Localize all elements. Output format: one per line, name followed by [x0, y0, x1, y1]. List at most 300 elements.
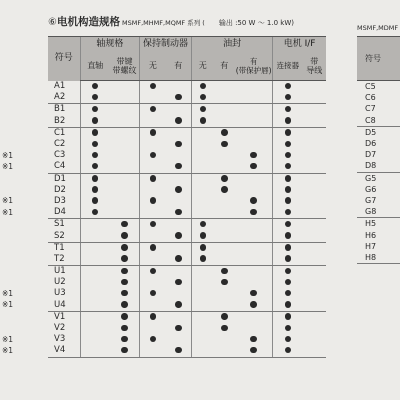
shaft-key-header: 带键 带螺纹	[110, 51, 140, 81]
filled-dot-icon	[150, 129, 157, 136]
filled-dot-icon	[285, 152, 292, 159]
filled-dot-icon	[285, 301, 292, 308]
filled-dot-icon	[200, 117, 207, 124]
table-cell	[140, 104, 166, 116]
right-table-row	[357, 103, 400, 114]
title-series: MSMF,MHMF,MQMF 系列 (	[119, 19, 205, 27]
header-row-1	[48, 37, 326, 52]
right-row-code: H6	[365, 230, 377, 240]
right-row-code: G6	[365, 184, 377, 194]
right-table-row	[357, 184, 400, 195]
table-cell	[302, 127, 326, 139]
row-note: ※1	[2, 335, 14, 344]
table-cell	[235, 207, 273, 219]
table-cell	[191, 127, 213, 139]
filled-dot-icon	[92, 152, 99, 159]
filled-dot-icon	[150, 221, 157, 228]
table-cell	[302, 277, 326, 288]
table-cell	[140, 150, 166, 161]
table-cell	[191, 161, 213, 173]
filled-dot-icon	[92, 129, 99, 136]
table-row	[48, 81, 326, 93]
filled-dot-icon	[121, 255, 128, 262]
table-row	[48, 196, 326, 207]
table-row	[48, 334, 326, 345]
right-table-row	[357, 92, 400, 103]
table-row	[48, 277, 326, 288]
table-cell	[273, 242, 303, 254]
table-cell	[140, 81, 166, 93]
right-row-code: D5	[365, 127, 377, 137]
table-row	[48, 173, 326, 185]
filled-dot-icon	[285, 94, 292, 101]
filled-dot-icon	[175, 301, 182, 308]
title-number: ⑥	[48, 17, 57, 28]
row-code: A1	[54, 80, 66, 91]
table-cell	[191, 185, 213, 196]
row-note: ※1	[2, 151, 14, 160]
filled-dot-icon	[285, 279, 292, 286]
table-cell	[214, 173, 236, 185]
table-cell	[235, 185, 273, 196]
table-cell	[235, 230, 273, 242]
filled-dot-icon	[175, 209, 182, 216]
table-cell	[191, 173, 213, 185]
table-cell	[166, 334, 192, 345]
table-cell	[80, 288, 110, 299]
motor-if-header: 电机 I/F	[273, 37, 326, 52]
row-code: V3	[54, 334, 66, 345]
table-cell	[80, 92, 110, 104]
table-cell	[110, 161, 140, 173]
right-table-row	[357, 229, 400, 240]
table-cell	[191, 254, 213, 266]
table-cell	[80, 161, 110, 173]
table-row	[48, 311, 326, 323]
table-cell	[80, 173, 110, 185]
filled-dot-icon	[285, 175, 292, 182]
filled-dot-icon	[150, 290, 157, 297]
brake-with-header: 有	[166, 51, 192, 81]
table-cell	[191, 207, 213, 219]
filled-dot-icon	[200, 221, 207, 228]
filled-dot-icon	[175, 186, 182, 193]
table-cell	[191, 150, 213, 161]
table-row	[48, 230, 326, 242]
table-cell	[140, 266, 166, 278]
title-main: 电机构造规格	[56, 16, 120, 28]
table-cell	[235, 277, 273, 288]
table-cell	[110, 185, 140, 196]
table-cell	[80, 127, 110, 139]
filled-dot-icon	[121, 221, 128, 228]
row-note: ※1	[2, 208, 14, 217]
table-cell	[273, 92, 303, 104]
table-row	[48, 92, 326, 104]
table-cell	[273, 207, 303, 219]
filled-dot-icon	[285, 221, 292, 228]
table-cell	[166, 300, 192, 312]
filled-dot-icon	[285, 106, 292, 113]
right-row-code: C6	[365, 93, 376, 103]
table-cell	[140, 207, 166, 219]
filled-dot-icon	[121, 232, 128, 239]
table-cell	[273, 104, 303, 116]
filled-dot-icon	[221, 141, 228, 148]
filled-dot-icon	[200, 255, 207, 262]
table-cell	[302, 139, 326, 150]
filled-dot-icon	[221, 129, 228, 136]
right-table-row	[357, 115, 400, 127]
table-cell	[235, 345, 273, 357]
table-cell	[80, 196, 110, 207]
table-cell	[191, 230, 213, 242]
table-cell	[80, 150, 110, 161]
table-cell	[80, 266, 110, 278]
table-cell	[235, 242, 273, 254]
row-note: ※1	[2, 346, 14, 355]
table-cell	[110, 300, 140, 312]
filled-dot-icon	[92, 186, 99, 193]
table-cell	[235, 161, 273, 173]
table-row	[48, 266, 326, 278]
table-cell	[110, 334, 140, 345]
table-cell	[166, 219, 192, 231]
filled-dot-icon	[285, 209, 292, 216]
filled-dot-icon	[92, 117, 99, 124]
table-cell	[80, 311, 110, 323]
table-cell	[140, 242, 166, 254]
table-cell	[235, 266, 273, 278]
filled-dot-icon	[285, 347, 292, 354]
table-cell	[80, 81, 110, 93]
row-code: S1	[54, 219, 65, 230]
table-cell	[140, 277, 166, 288]
table-cell	[80, 116, 110, 128]
filled-dot-icon	[200, 232, 207, 239]
table-cell	[140, 116, 166, 128]
filled-dot-icon	[92, 175, 99, 182]
table-cell	[235, 219, 273, 231]
table-cell	[302, 81, 326, 93]
table-cell	[214, 230, 236, 242]
table-cell	[302, 266, 326, 278]
filled-dot-icon	[175, 347, 182, 354]
table-cell	[214, 185, 236, 196]
table-cell	[302, 311, 326, 323]
filled-dot-icon	[285, 186, 292, 193]
table-cell	[140, 323, 166, 334]
filled-dot-icon	[121, 325, 128, 332]
table-cell	[235, 116, 273, 128]
table-cell	[214, 288, 236, 299]
table-cell	[140, 139, 166, 150]
row-code: C4	[48, 161, 80, 173]
row-code: C1	[54, 127, 66, 138]
table-cell	[273, 150, 303, 161]
table-cell	[80, 345, 110, 357]
table-cell	[214, 300, 236, 312]
table-cell	[80, 207, 110, 219]
right-row-code: G8	[357, 206, 400, 218]
filled-dot-icon	[175, 141, 182, 148]
table-cell	[110, 323, 140, 334]
row-code: D1	[54, 173, 66, 184]
table-cell	[140, 185, 166, 196]
row-code: V4	[48, 345, 80, 357]
table-cell	[235, 311, 273, 323]
filled-dot-icon	[285, 117, 292, 124]
row-code: U4	[48, 300, 80, 312]
table-cell	[235, 196, 273, 207]
right-title: MSMF,MDMF	[357, 24, 399, 32]
right-row-code: C8	[357, 115, 400, 127]
seal-header: 油封	[191, 37, 272, 52]
table-cell	[80, 334, 110, 345]
filled-dot-icon	[92, 83, 99, 90]
table-cell	[302, 185, 326, 196]
seal-with-header: 有	[214, 51, 236, 81]
table-cell	[191, 323, 213, 334]
filled-dot-icon	[285, 129, 292, 136]
table-cell	[235, 300, 273, 312]
table-cell	[110, 277, 140, 288]
table-cell	[273, 81, 303, 93]
table-cell	[214, 207, 236, 219]
table-row	[48, 185, 326, 196]
table-cell	[273, 127, 303, 139]
right-table-row	[357, 149, 400, 160]
table-cell	[235, 104, 273, 116]
table-cell	[140, 196, 166, 207]
table-row	[48, 219, 326, 231]
filled-dot-icon	[121, 290, 128, 297]
filled-dot-icon	[250, 163, 257, 170]
table-cell	[214, 334, 236, 345]
table-cell	[80, 300, 110, 312]
table-cell	[273, 116, 303, 128]
filled-dot-icon	[175, 279, 182, 286]
shaft-header: 轴规格	[80, 37, 140, 52]
table-cell	[235, 334, 273, 345]
filled-dot-icon	[250, 209, 257, 216]
filled-dot-icon	[221, 279, 228, 286]
table-cell	[110, 219, 140, 231]
row-note: ※1	[2, 162, 14, 171]
right-table-row	[357, 252, 400, 264]
filled-dot-icon	[285, 244, 292, 251]
table-cell	[214, 116, 236, 128]
table-cell	[191, 104, 213, 116]
table-cell	[273, 266, 303, 278]
table-cell	[273, 139, 303, 150]
right-row-code: D7	[365, 150, 377, 160]
filled-dot-icon	[150, 175, 157, 182]
table-cell	[273, 334, 303, 345]
table-cell	[214, 127, 236, 139]
table-row	[48, 139, 326, 150]
filled-dot-icon	[250, 152, 257, 159]
filled-dot-icon	[92, 141, 99, 148]
row-code: U1	[54, 266, 66, 277]
right-partial-table	[357, 36, 400, 264]
filled-dot-icon	[92, 94, 99, 101]
table-cell	[214, 266, 236, 278]
filled-dot-icon	[175, 255, 182, 262]
table-cell	[80, 230, 110, 242]
table-cell	[302, 242, 326, 254]
table-cell	[140, 127, 166, 139]
table-cell	[140, 334, 166, 345]
table-cell	[110, 207, 140, 219]
table-cell	[191, 266, 213, 278]
table-cell	[166, 104, 192, 116]
table-cell	[302, 92, 326, 104]
table-cell	[110, 345, 140, 357]
table-cell	[214, 161, 236, 173]
filled-dot-icon	[221, 175, 228, 182]
table-cell	[166, 311, 192, 323]
filled-dot-icon	[121, 279, 128, 286]
filled-dot-icon	[121, 336, 128, 343]
table-cell	[214, 254, 236, 266]
seal-none-header: 无	[191, 51, 213, 81]
row-code: D4	[48, 207, 80, 219]
table-cell	[302, 323, 326, 334]
table-cell	[166, 230, 192, 242]
table-cell	[166, 92, 192, 104]
table-cell	[80, 104, 110, 116]
row-code: C2	[54, 139, 66, 150]
table-cell	[140, 173, 166, 185]
table-cell	[166, 277, 192, 288]
filled-dot-icon	[200, 83, 207, 90]
table-cell	[302, 196, 326, 207]
table-cell	[80, 323, 110, 334]
table-row	[48, 127, 326, 139]
filled-dot-icon	[200, 244, 207, 251]
table-cell	[302, 104, 326, 116]
row-code: V2	[54, 323, 66, 334]
table-cell	[273, 277, 303, 288]
filled-dot-icon	[285, 313, 292, 320]
table-cell	[166, 323, 192, 334]
table-cell	[110, 92, 140, 104]
table-cell	[166, 139, 192, 150]
filled-dot-icon	[150, 152, 157, 159]
table-cell	[302, 300, 326, 312]
filled-dot-icon	[175, 232, 182, 239]
table-cell	[273, 254, 303, 266]
right-table-row	[357, 81, 400, 93]
filled-dot-icon	[92, 209, 99, 216]
filled-dot-icon	[285, 232, 292, 239]
table-cell	[214, 81, 236, 93]
filled-dot-icon	[285, 290, 292, 297]
title-output: 输出 :50 W ～ 1.0 kW)	[218, 19, 294, 27]
right-row-code: H5	[365, 219, 377, 229]
table-cell	[273, 288, 303, 299]
row-code: U2	[54, 277, 66, 288]
row-note: ※1	[2, 289, 14, 298]
seal-protect-header: 有 (带保护唇)	[235, 51, 273, 81]
table-cell	[166, 345, 192, 357]
table-cell	[166, 185, 192, 196]
filled-dot-icon	[92, 106, 99, 113]
filled-dot-icon	[285, 325, 292, 332]
table-cell	[235, 254, 273, 266]
table-cell	[235, 92, 273, 104]
filled-dot-icon	[250, 197, 257, 204]
table-cell	[235, 139, 273, 150]
table-cell	[302, 334, 326, 345]
filled-dot-icon	[150, 244, 157, 251]
table-row	[48, 288, 326, 299]
table-cell	[140, 288, 166, 299]
table-cell	[302, 288, 326, 299]
table-row	[48, 323, 326, 334]
table-cell	[166, 116, 192, 128]
right-row-code: H7	[365, 241, 377, 251]
table-cell	[110, 173, 140, 185]
table-cell	[166, 161, 192, 173]
filled-dot-icon	[200, 94, 207, 101]
table-cell	[191, 92, 213, 104]
brake-header: 保持制动器	[140, 37, 192, 52]
table-cell	[140, 311, 166, 323]
table-cell	[140, 300, 166, 312]
row-code: B2	[48, 116, 80, 128]
right-table-row	[357, 172, 400, 184]
filled-dot-icon	[285, 141, 292, 148]
table-cell	[191, 345, 213, 357]
row-code: V1	[54, 311, 66, 322]
filled-dot-icon	[150, 197, 157, 204]
right-code-header: 符号	[357, 37, 400, 81]
table-cell	[191, 277, 213, 288]
right-row-code: G5	[365, 173, 377, 183]
table-cell	[110, 230, 140, 242]
right-row-code: C7	[365, 104, 376, 114]
table-cell	[273, 323, 303, 334]
row-code: B1	[54, 104, 66, 115]
table-cell	[214, 345, 236, 357]
table-cell	[140, 345, 166, 357]
table-cell	[235, 288, 273, 299]
table-cell	[214, 139, 236, 150]
table-cell	[110, 311, 140, 323]
table-cell	[110, 116, 140, 128]
motor-spec-table	[48, 36, 326, 358]
table-cell	[110, 196, 140, 207]
right-row-code: D8	[357, 160, 400, 172]
table-cell	[214, 196, 236, 207]
row-code: U3	[54, 288, 66, 299]
table-cell	[166, 173, 192, 185]
filled-dot-icon	[121, 313, 128, 320]
table-row	[48, 116, 326, 128]
table-cell	[140, 92, 166, 104]
row-code: S2	[48, 230, 80, 242]
table-cell	[166, 127, 192, 139]
right-table-row	[357, 195, 400, 206]
table-cell	[80, 242, 110, 254]
filled-dot-icon	[285, 163, 292, 170]
page-title	[48, 14, 348, 34]
table-cell	[302, 161, 326, 173]
table-cell	[191, 334, 213, 345]
table-cell	[214, 219, 236, 231]
